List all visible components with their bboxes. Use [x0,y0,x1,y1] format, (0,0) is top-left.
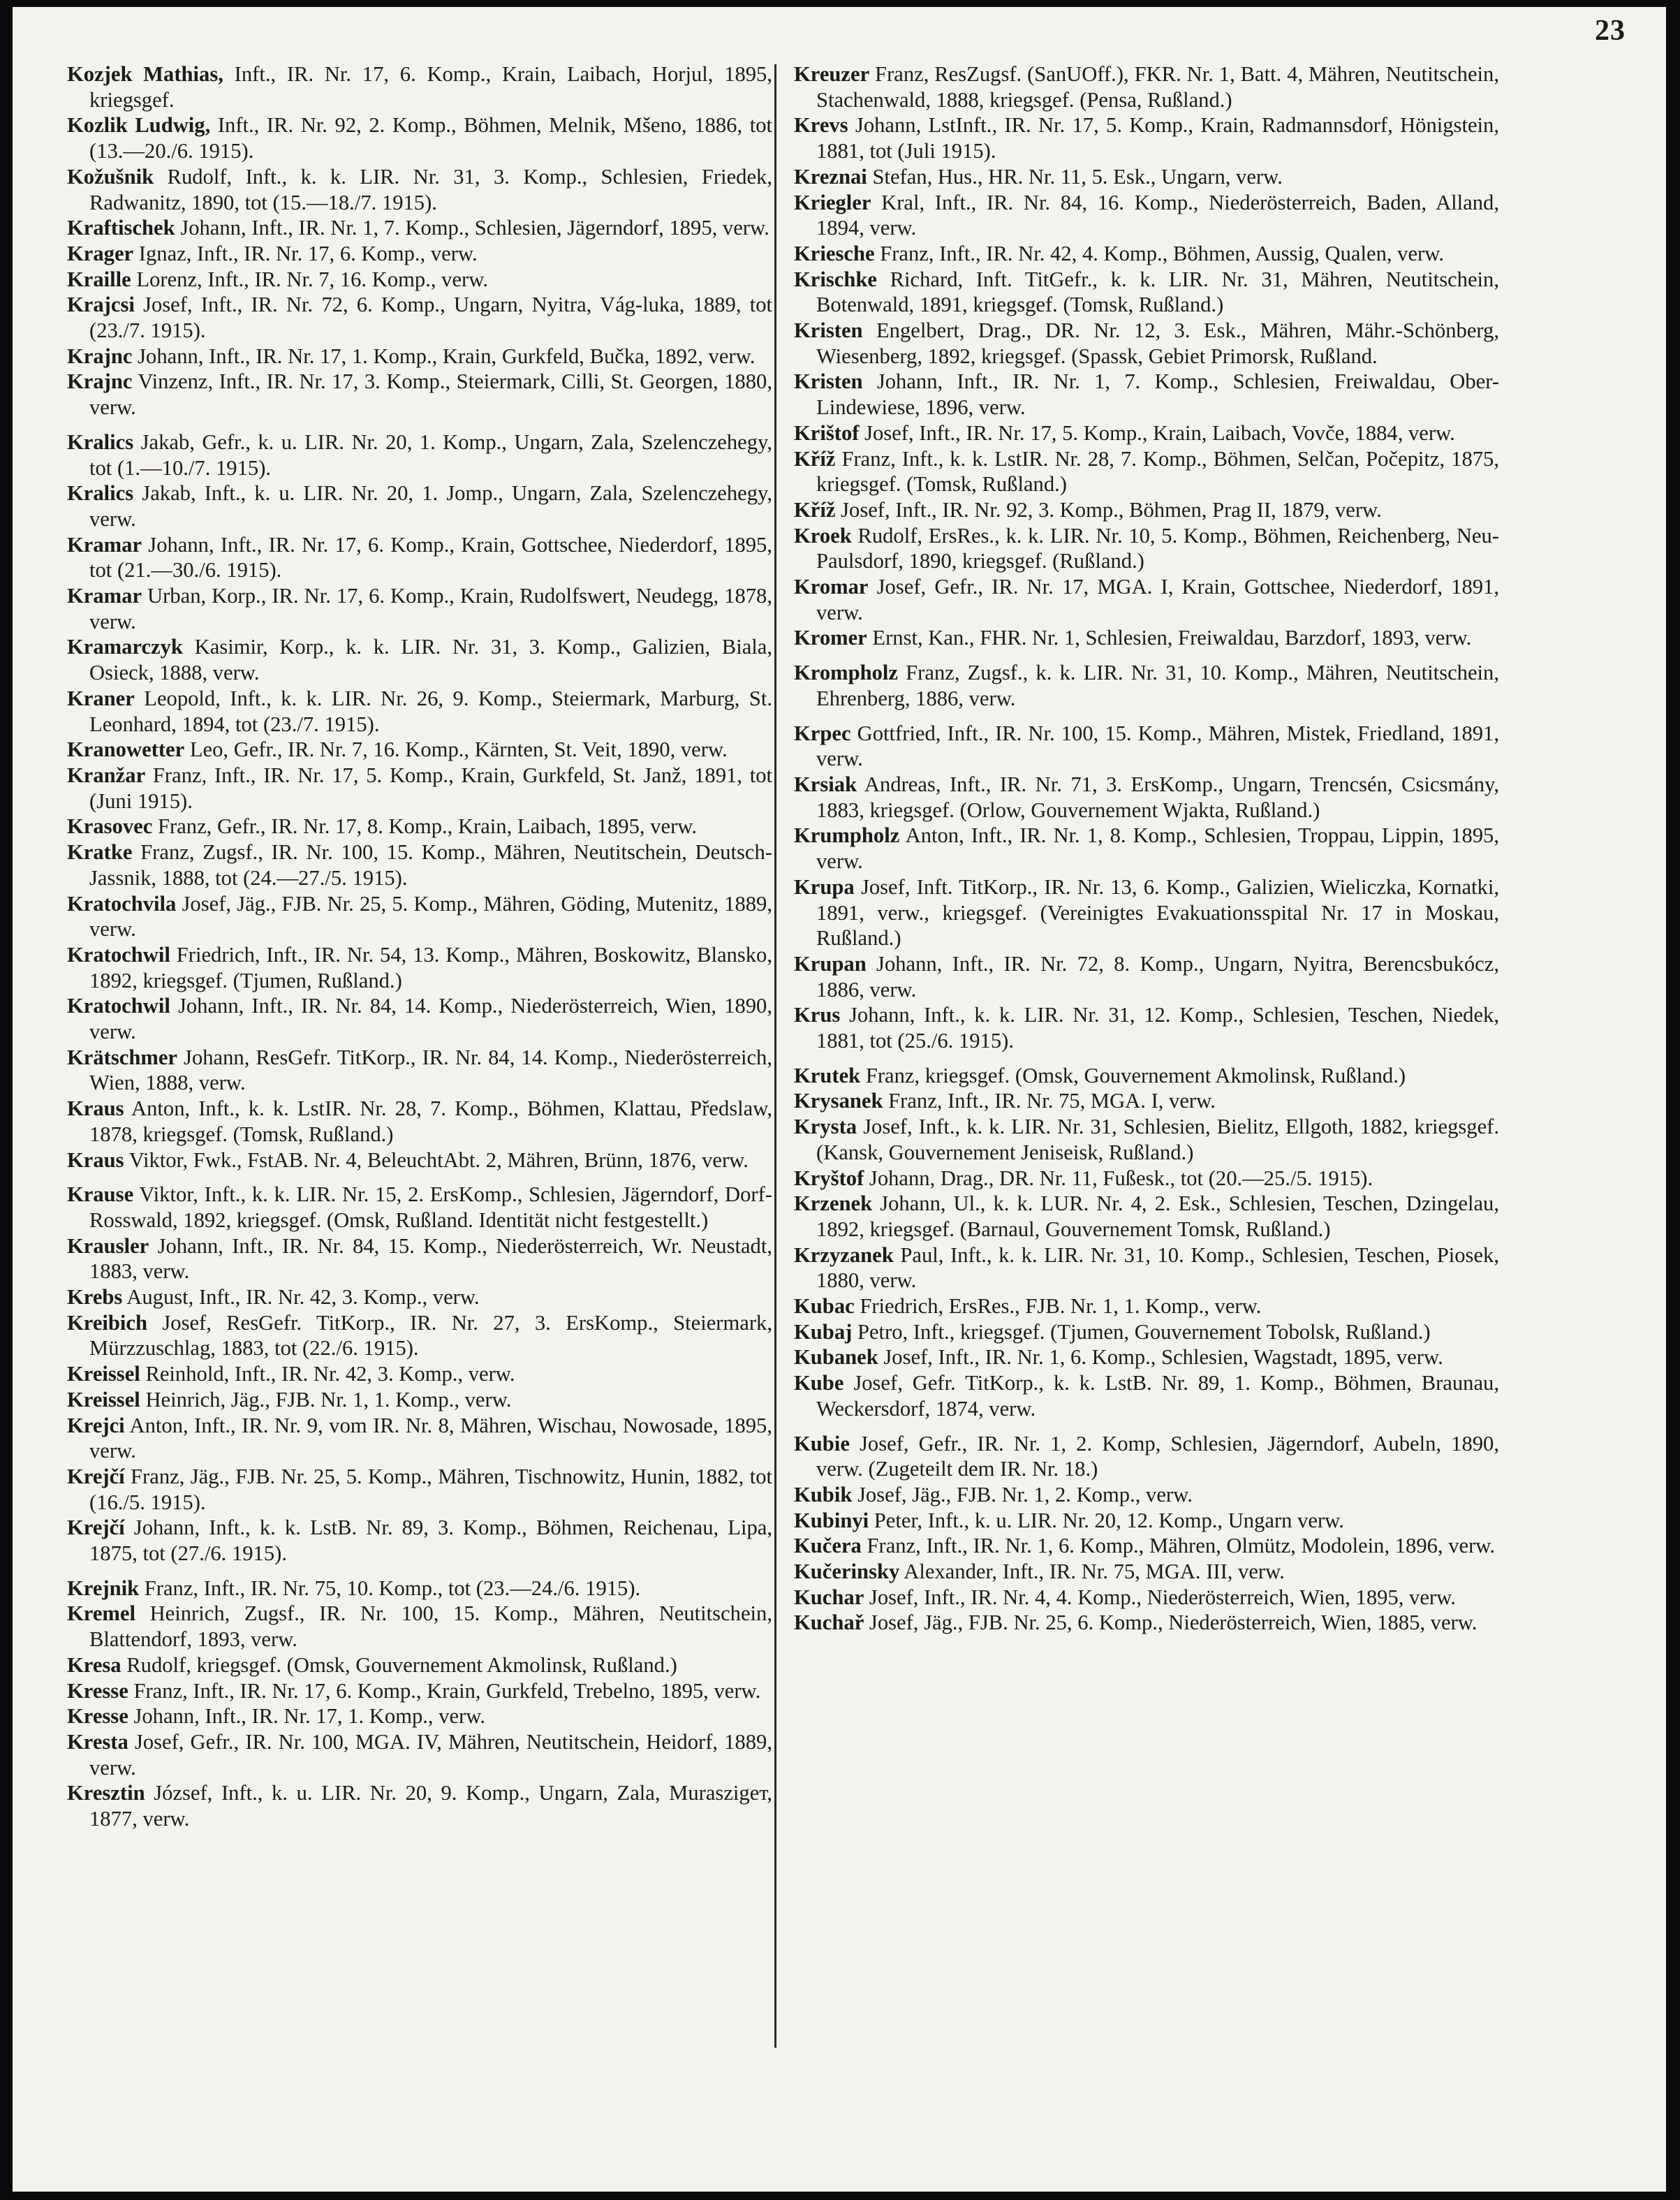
entry-surname: Krzenek [794,1191,873,1216]
entry-surname: Kresse [67,1704,128,1729]
list-item [794,574,1499,625]
list-item [794,446,1499,497]
entry-details: Franz, ResZugsf. (SanUOff.), FKR. Nr. 1, Batt. 4, Mähren, Neutitschein, Stachenwald, 1888, kriegsgef. (Pensa, Rußland.) [816,62,1499,112]
entry-surname: Kralics [67,430,134,454]
entry-details: Franz, kriegsgef. (Omsk, Gouvernement Akmolinsk, Rußland.) [860,1063,1406,1087]
entry-details: Jakab, Inft., k. u. LIR. Nr. 20, 1. Jomp., Ungarn, Zala, Szelenczehegy, verw. [89,481,772,531]
entry-details: Viktor, Inft., k. k. LIR. Nr. 15, 2. ErsKomp., Schlesien, Jägerndorf, Dorf-Rosswald, 1892, kriegsgef. (Omsk, Rußland. Identität nicht festgestellt.) [89,1182,772,1232]
entry-details: Peter, Inft., k. u. LIR. Nr. 20, 12. Komp., Ungarn verw. [869,1508,1344,1532]
entry-surname: Kříž [794,446,836,471]
list-item [67,1515,772,1566]
entry-surname: Krutek [794,1063,861,1087]
entry-surname: Krischke [794,267,877,291]
entry-surname: Kranowetter [67,738,185,762]
entry-surname: Kreissel [67,1387,140,1411]
entry-surname: Kratke [67,840,133,865]
entry-details: Heinrich, Jäg., FJB. Nr. 1, 1. Komp., verw. [140,1387,512,1411]
entry-details: Friedrich, ErsRes., FJB. Nr. 1, 1. Komp., verw. [854,1294,1262,1319]
entry-details: Inft., IR. Nr. 92, 2. Komp., Böhmen, Melnik, Mšeno, 1886, tot (13.—20./6. 1915). [89,113,772,163]
entry-details: Heinrich, Zugsf., IR. Nr. 100, 15. Komp., Mähren, Neutitschein, Blattendorf, 1893, verw. [89,1601,772,1652]
entry-surname: Kryštof [794,1166,864,1190]
list-item [67,1729,772,1780]
entry-details: Engelbert, Drag., DR. Nr. 12, 3. Esk., Mähren, Mähr.-Schönberg, Wiesenberg, 1892, kriegsgef. (Spassk, Gebiet Primorsk, Rußland. [816,318,1499,368]
entry-surname: Krysta [794,1115,857,1139]
entry-surname: Kremel [67,1601,135,1626]
entry-details: Franz, Zugsf., k. k. LIR. Nr. 31, 10. Komp., Mähren, Neutitschein, Ehrenberg, 1886, verw. [816,661,1499,710]
entry-surname: Kromer [794,626,867,650]
entry-details: Johann, LstInft., IR. Nr. 17, 5. Komp., Krain, Radmannsdorf, Hönigstein, 1881, tot (Juli 1915). [816,113,1499,163]
list-item [794,625,1499,651]
list-item [67,839,772,890]
entry-surname: Krajnc [67,344,133,368]
entry-surname: Krsiak [794,772,857,796]
list-item [794,1293,1499,1319]
entry-surname: Krus [794,1003,841,1027]
list-item [794,1610,1499,1636]
list-item [67,481,772,531]
entry-details: Inft., IR. Nr. 17, 6. Komp., Krain, Laibach, Horjul, 1895, kriegsgef. [89,62,772,112]
entry-details: Franz, Gefr., IR. Nr. 17, 8. Komp., Krain, Laibach, 1895, verw. [152,814,698,839]
list-item [794,1344,1499,1370]
entry-surname: Kraus [67,1097,124,1121]
entry-surname: Kresa [67,1652,121,1677]
entry-surname: Kubac [794,1294,855,1319]
list-item [794,420,1499,446]
list-item [794,1242,1499,1293]
entry-surname: Kratochwil [67,942,170,967]
list-item [67,532,772,583]
list-item [67,763,772,814]
entry-surname: Krejčí [67,1516,125,1540]
entry-details: Franz, Inft., IR. Nr. 75, 10. Komp., tot (23.—24./6. 1915). [139,1576,641,1600]
entry-surname: Krumpholz [794,823,900,848]
entry-surname: Kožušnik [67,164,154,189]
list-item [794,112,1499,163]
list-item [794,523,1499,574]
list-item [794,1114,1499,1165]
entry-surname: Kreuzer [794,62,870,86]
entry-details: Reinhold, Inft., IR. Nr. 42, 3. Komp., verw. [140,1362,515,1386]
list-item [794,1191,1499,1242]
entry-details: Johann, Inft., IR. Nr. 1, 7. Komp., Schlesien, Jägerndorf, 1895, verw. [175,216,769,240]
list-item [67,814,772,839]
entry-details: Johann, Inft., IR. Nr. 72, 8. Komp., Ungarn, Nyitra, Berencsbukócz, 1886, verw. [816,951,1499,1002]
entry-details: Anton, Inft., k. k. LstIR. Nr. 28, 7. Komp., Böhmen, Klattau, Předslaw, 1878, kriegsgef. (Tomsk, Rußland.) [89,1097,772,1146]
list-item [67,267,772,293]
entry-details: Johann, ResGefr. TitKorp., IR. Nr. 84, 14. Komp., Niederösterreich, Wien, 1888, verw. [89,1045,772,1095]
page-number: 23 [1595,15,1626,47]
list-item [67,344,772,369]
list-item [67,61,772,112]
entry-details: Josef, Inft. TitKorp., IR. Nr. 13, 6. Komp., Galizien, Wieliczka, Kornatki, 1891, verw., kriegsgef. (Vereinigtes Evakuationsspital Nr. 17 in Moskau, Rußland.) [816,874,1499,951]
list-item [794,660,1499,711]
entry-details: Josef, Inft., IR. Nr. 92, 3. Komp., Böhmen, Prag II, 1879, verw. [835,497,1382,522]
entry-details: Kasimir, Korp., k. k. LIR. Nr. 31, 3. Komp., Galizien, Biala, Osieck, 1888, verw. [89,635,772,685]
entry-details: Franz, Zugsf., IR. Nr. 100, 15. Komp., Mähren, Neutitschein, Deutsch-Jassnik, 1888, tot (24.—27./5. 1915). [89,840,772,890]
list-item [794,241,1499,267]
entry-details: Josef, Gefr., IR. Nr. 100, MGA. IV, Mähren, Neutitschein, Heidorf, 1889, verw. [89,1730,772,1780]
entry-details: Petro, Inft., kriegsgef. (Tjumen, Gouvernement Tobolsk, Rußland.) [852,1319,1431,1344]
list-item [67,1601,772,1652]
entry-surname: Kubie [794,1431,850,1455]
entry-details: Franz, Inft., IR. Nr. 17, 6. Komp., Krain, Gurkfeld, Trebelno, 1895, verw. [128,1678,761,1703]
list-item [794,1063,1499,1089]
list-item [67,1147,772,1173]
entry-surname: Kubaj [794,1319,853,1344]
entry-details: Josef, Jäg., FJB. Nr. 1, 2. Komp., verw. [852,1482,1193,1506]
list-item [794,721,1499,772]
list-item [794,1585,1499,1611]
entry-surname: Krejnik [67,1576,140,1600]
entry-details: Johann, Inft., IR. Nr. 17, 1. Komp., Krain, Gurkfeld, Bučka, 1892, verw. [132,344,756,368]
list-item [794,497,1499,523]
entry-surname: Kroek [794,523,852,548]
list-item [794,1088,1499,1114]
list-item [67,1284,772,1310]
entry-details: Kral, Inft., IR. Nr. 84, 16. Komp., Niederösterreich, Baden, Alland, 1894, verw. [816,190,1499,240]
list-item [794,369,1499,420]
entry-surname: Kubinyi [794,1508,869,1532]
entry-surname: Krevs [794,113,848,138]
entry-details: Josef, Gefr., IR. Nr. 17, MGA. I, Krain, Gottschee, Niederdorf, 1891, verw. [816,575,1499,624]
entry-surname: Kraner [67,686,135,710]
entry-details: Paul, Inft., k. k. LIR. Nr. 31, 10. Komp., Schlesien, Teschen, Piosek, 1880, verw. [816,1242,1499,1293]
entry-surname: Krpec [794,721,851,745]
list-item [67,1387,772,1413]
entry-details: Josef, Inft., IR. Nr. 4, 4. Komp., Niederösterreich, Wien, 1895, verw. [864,1585,1456,1609]
entry-details: Richard, Inft. TitGefr., k. k. LIR. Nr. 31, Mähren, Neutitschein, Botenwald, 1891, kriegsgef. (Tomsk, Rußland.) [816,267,1499,317]
entry-details: Franz, Inft., k. k. LstIR. Nr. 28, 7. Komp., Böhmen, Selčan, Počepitz, 1875, kriegsgef. (Tomsk, Rußland.) [816,446,1499,497]
entry-surname: Kromar [794,575,869,599]
entry-surname: Kriegler [794,190,871,214]
entry-details: Viktor, Fwk., FstAB. Nr. 4, BeleuchtAbt. 2, Mähren, Brünn, 1876, verw. [124,1147,749,1172]
list-item [794,164,1499,190]
entry-surname: Kratochvila [67,891,177,916]
entry-surname: Kuchař [794,1611,864,1635]
entry-details: Gottfried, Inft., IR. Nr. 100, 15. Komp., Mähren, Mistek, Friedland, 1891, verw. [816,721,1499,771]
entry-details: Josef, Jäg., FJB. Nr. 25, 6. Komp., Niederösterreich, Wien, 1885, verw. [864,1611,1478,1635]
entry-details: Franz, Jäg., FJB. Nr. 25, 5. Komp., Mähren, Tischnowitz, Hunin, 1882, tot (16./5. 1915). [89,1464,772,1514]
entry-details: Johann, Inft., IR. Nr. 84, 14. Komp., Niederösterreich, Wien, 1890, verw. [89,994,772,1044]
list-item [67,164,772,215]
entry-details: Lorenz, Inft., IR. Nr. 7, 16. Komp., verw. [131,267,488,291]
list-item [67,634,772,685]
entry-details: Franz, Inft., IR. Nr. 75, MGA. I, verw. [883,1089,1216,1113]
entry-surname: Kučera [794,1534,862,1558]
entry-surname: Kříž [794,497,836,522]
list-item [794,1370,1499,1421]
entry-details: Ernst, Kan., FHR. Nr. 1, Schlesien, Freiwaldau, Barzdorf, 1893, verw. [867,626,1472,650]
entry-surname: Kranžar [67,763,146,787]
list-item [67,1464,772,1515]
list-item [67,1652,772,1678]
entry-details: Vinzenz, Inft., IR. Nr. 17, 3. Komp., Steiermark, Cilli, St. Georgen, 1880, verw. [89,369,772,420]
entry-surname: Kreibich [67,1310,148,1335]
list-item [67,215,772,241]
entry-surname: Kučerinsky [794,1560,900,1584]
list-item [794,1002,1499,1053]
entry-details: Leopold, Inft., k. k. LIR. Nr. 26, 9. Komp., Steiermark, Marburg, St. Leonhard, 1894, tot (23./7. 1915). [89,686,772,736]
entry-details: Rudolf, ErsRes., k. k. LIR. Nr. 10, 5. Komp., Böhmen, Reichenberg, Neu-Paulsdorf, 1890, kriegsgef. (Rußland.) [816,523,1499,573]
list-item [67,583,772,634]
entry-details: József, Inft., k. u. LIR. Nr. 20, 9. Komp., Ungarn, Zala, Muraszigeт, 1877, verw. [89,1781,772,1831]
entry-surname: Kuchar [794,1585,864,1609]
entry-details: Johann, Inft., IR. Nr. 17, 6. Komp., Krain, Gottschee, Niederdorf, 1895, tot (21.—30./6. 1915). [89,532,772,582]
entry-details: Josef, Inft., k. k. LIR. Nr. 31, Schlesien, Bielitz, Ellgoth, 1882, kriegsgef. (Kansk, Gouvernement Jeniseisk, Rußland.) [816,1115,1499,1164]
list-item [67,1361,772,1387]
list-item [67,737,772,763]
entry-surname: Kristen [794,369,863,394]
entry-surname: Kube [794,1371,844,1395]
entry-details: Johann, Inft., IR. Nr. 1, 7. Komp., Schlesien, Freiwaldau, Ober-Lindewiese, 1896, verw. [816,369,1499,420]
list-item [67,112,772,163]
entry-details: Josef, ResGefr. TitKorp., IR. Nr. 27, 3. ErsKomp., Steiermark, Mürzzuschlag, 1883, tot (22./6. 1915). [89,1310,772,1361]
list-item [67,369,772,420]
entry-surname: Kraus [67,1147,124,1172]
entry-details: Andreas, Inft., IR. Nr. 71, 3. ErsKomp., Ungarn, Trencsén, Csicsmány, 1883, kriegsgef. (Orlow, Gouvernement Wjakta, Rußland.) [816,772,1499,822]
entry-details: Josef, Inft., IR. Nr. 1, 6. Komp., Schlesien, Wagstadt, 1895, verw. [878,1345,1443,1370]
entry-details: Johann, Inft., k. k. LstB. Nr. 89, 3. Komp., Böhmen, Reichenau, Lipa, 1875, tot (27./6. 1915). [89,1516,772,1566]
list-item [794,1319,1499,1345]
entry-surname: Kresse [67,1678,128,1703]
entry-surname: Krajnc [67,369,133,394]
entry-surname: Kraille [67,267,131,291]
list-item [794,1482,1499,1508]
entry-surname: Kreissel [67,1362,140,1386]
list-item [794,267,1499,318]
entry-surname: Krupa [794,874,855,899]
list-item [67,993,772,1044]
entry-details: Rudolf, Inft., k. k. LIR. Nr. 31, 3. Komp., Schlesien, Friedek, Radwanitz, 1890, tot (15.—18./7. 1915). [89,164,772,214]
entry-details: Ignaz, Inft., IR. Nr. 17, 6. Komp., verw. [133,241,478,265]
list-item [67,1703,772,1729]
list-item [794,1508,1499,1534]
entry-surname: Kreznai [794,164,867,189]
entry-details: Alexander, Inft., IR. Nr. 75, MGA. III, verw. [899,1560,1285,1584]
list-item [794,1166,1499,1191]
entry-surname: Krasovec [67,814,153,839]
entry-surname: Kubanek [794,1345,878,1370]
entry-surname: Krager [67,241,134,265]
list-item [67,1310,772,1361]
list-item [794,61,1499,112]
list-item [67,1096,772,1147]
entry-details: Rudolf, kriegsgef. (Omsk, Gouvernement Akmolinsk, Rußland.) [121,1652,677,1677]
list-item [794,1559,1499,1585]
entry-surname: Kristen [794,318,863,343]
entry-details: Johann, Drag., DR. Nr. 11, Fußesk., tot (20.—25./5. 1915). [864,1166,1373,1190]
list-item [794,190,1499,241]
entry-surname: Kramar [67,532,142,557]
entry-details: Josef, Jäg., FJB. Nr. 25, 5. Komp., Mähren, Göding, Mutenitz, 1889, verw. [89,891,772,941]
entry-surname: Krebs [67,1285,123,1310]
entry-surname: Kozlik Ludwig, [67,113,211,138]
entry-details: Friedrich, Inft., IR. Nr. 54, 13. Komp., Mähren, Boskowitz, Blansko, 1892, kriegsgef. (Tjumen, Rußland.) [89,942,772,992]
list-item [67,430,772,481]
entry-details: Johann, Inft., IR. Nr. 84, 15. Komp., Niederösterreich, Wr. Neustadt, 1883, verw. [89,1233,772,1284]
list-item [67,942,772,993]
entry-surname: Krompholz [794,661,899,685]
list-item [794,318,1499,369]
entry-surname: Krzyzanek [794,1242,894,1267]
entry-details: Josef, Inft., IR. Nr. 72, 6. Komp., Ungarn, Nyitra, Vág-luka, 1889, tot (23./7. 1915). [89,293,772,343]
entry-surname: Kramarczyk [67,635,183,659]
entry-surname: Kratochwil [67,994,170,1018]
list-item [67,241,772,267]
entry-surname: Kraftischek [67,216,175,240]
list-item [67,1780,772,1831]
entry-details: Franz, Inft., IR. Nr. 1, 6. Komp., Mähren, Olmütz, Modolein, 1896, verw. [861,1534,1496,1558]
entry-details: Anton, Inft., IR. Nr. 1, 8. Komp., Schlesien, Troppau, Lippin, 1895, verw. [816,823,1499,874]
entry-details: Johann, Inft., k. k. LIR. Nr. 31, 12. Komp., Schlesien, Teschen, Niedek, 1881, tot (25./6. 1915). [816,1003,1499,1053]
entry-details: Josef, Inft., IR. Nr. 17, 5. Komp., Krain, Laibach, Vovče, 1884, verw. [859,420,1455,445]
entry-details: Jakab, Gefr., k. u. LIR. Nr. 20, 1. Komp., Ungarn, Zala, Szelenczehegy, tot (1.—10./7. 1915). [89,430,772,480]
list-item [67,1678,772,1704]
entry-details: Anton, Inft., IR. Nr. 9, vom IR. Nr. 8, Mähren, Wischau, Nowosade, 1895, verw. [89,1413,772,1463]
entry-details: Josef, Gefr. TitKorp., k. k. LstB. Nr. 89, 1. Komp., Böhmen, Braunau, Weckersdorf, 1874, verw. [816,1371,1499,1421]
entry-details: Leo, Gefr., IR. Nr. 7, 16. Komp., Kärnten, St. Veit, 1890, verw. [184,738,728,762]
entry-surname: Krejčí [67,1464,125,1488]
entry-surname: Krajcsi [67,293,135,317]
right-column [794,61,1499,1636]
list-item [67,1182,772,1233]
entry-surname: Kralics [67,481,134,506]
entry-surname: Krausler [67,1233,149,1258]
left-column [67,61,772,1832]
entry-surname: Krause [67,1182,134,1207]
entry-details: Josef, Gefr., IR. Nr. 1, 2. Komp, Schlesien, Jägerndorf, Aubeln, 1890, verw. (Zugeteilt dem IR. Nr. 18.) [816,1431,1499,1481]
entry-surname: Kramar [67,584,142,608]
entry-details: Franz, Inft., IR. Nr. 42, 4. Komp., Böhmen, Aussig, Qualen, verw. [874,241,1445,265]
entry-surname: Kresztin [67,1781,145,1805]
list-item [67,1576,772,1601]
list-item [67,1045,772,1096]
list-item [67,1413,772,1464]
entry-surname: Kubik [794,1482,853,1506]
list-item [794,874,1499,951]
entry-details: August, Inft., IR. Nr. 42, 3. Komp., verw. [122,1285,480,1310]
list-item [67,891,772,942]
entry-surname: Krejci [67,1413,125,1437]
entry-surname: Kriesche [794,241,875,265]
entry-surname: Krupan [794,951,867,976]
list-item [794,823,1499,874]
list-item [794,1533,1499,1559]
list-item [67,292,772,343]
list-item [67,1233,772,1284]
page [13,7,1666,2192]
entry-surname: Krištof [794,420,860,445]
list-item [794,951,1499,1002]
entry-details: Franz, Inft., IR. Nr. 17, 5. Komp., Krain, Gurkfeld, St. Janž, 1891, tot (Juni 1915). [89,763,772,813]
column-divider [774,64,776,2048]
entry-surname: Kresta [67,1730,128,1754]
entry-details: Stefan, Hus., HR. Nr. 11, 5. Esk., Ungarn, verw. [867,164,1283,189]
entry-surname: Krysanek [794,1089,883,1113]
list-item [794,1431,1499,1482]
entry-surname: Kozjek Mathias, [67,62,223,86]
entry-details: Johann, Ul., k. k. LUR. Nr. 4, 2. Esk., Schlesien, Teschen, Dzingelau, 1892, kriegsgef. (Barnaul, Gouvernement Tomsk, Rußland.) [816,1191,1499,1241]
list-item [794,772,1499,823]
list-item [67,686,772,737]
entry-details: Johann, Inft., IR. Nr. 17, 1. Komp., verw. [128,1704,486,1729]
entry-details: Urban, Korp., IR. Nr. 17, 6. Komp., Krain, Rudolfswert, Neudegg, 1878, verw. [89,584,772,633]
entry-surname: Krätschmer [67,1045,178,1069]
